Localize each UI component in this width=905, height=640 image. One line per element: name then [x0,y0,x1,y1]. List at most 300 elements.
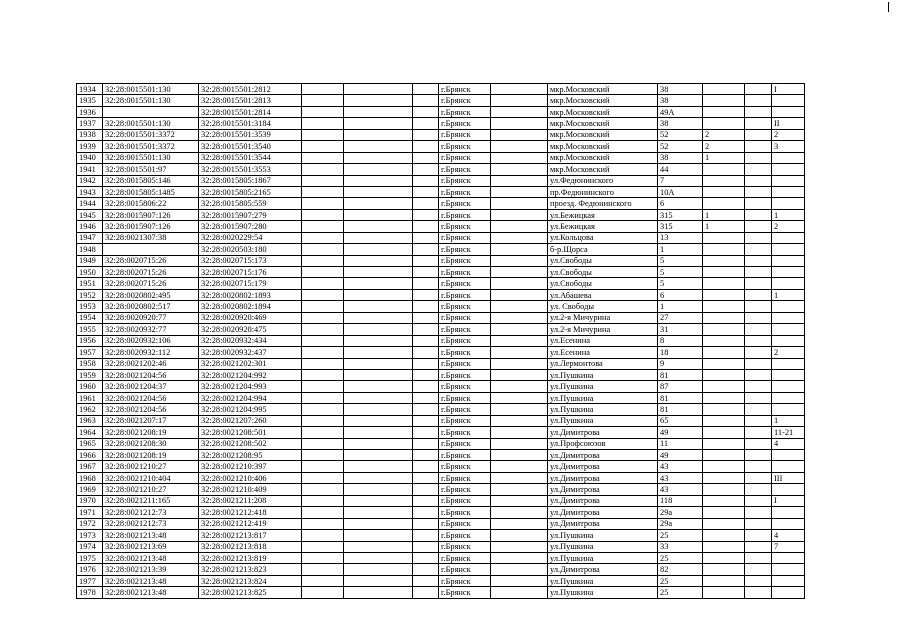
table-row [77,244,805,255]
empty-cell-cell [413,232,439,243]
empty-cell-cell [491,84,548,95]
house-number-cell: 6 [658,198,703,209]
row-number-cell: 1940 [77,152,103,163]
empty-cell-cell [302,129,344,140]
city-cell: г.Брянск [439,530,491,541]
empty-cell-cell [491,404,548,415]
empty-cell-cell [413,118,439,129]
table-row [77,369,805,380]
empty-cell-cell [302,335,344,346]
empty-cell-cell [745,267,772,278]
street-cell: б-р.Щорса [548,244,658,255]
cadastral-number-cell: 32:28:0021212:419 [199,518,302,529]
empty-cell-cell [302,575,344,586]
city-cell: г.Брянск [439,347,491,358]
empty-cell-cell [413,495,439,506]
table-row [77,84,805,95]
row-number-cell: 1970 [77,495,103,506]
city-cell: г.Брянск [439,244,491,255]
empty-cell-cell [302,301,344,312]
table-row [77,575,805,586]
table-row [77,186,805,197]
street-cell: ул.Пушкина [548,404,658,415]
row-number-cell: 1978 [77,587,103,598]
empty-cell-cell [344,507,413,518]
street-cell: ул.Димитрова [548,484,658,495]
empty-cell-cell [413,312,439,323]
house-number-cell: 31 [658,324,703,335]
parent-cadastral-number-cell: 32:28:0020932:77 [103,324,199,335]
empty-cell-cell [491,324,548,335]
empty-cell-cell [302,564,344,575]
empty-cell-cell [413,335,439,346]
table-row [77,312,805,323]
empty-cell-cell [302,209,344,220]
empty-cell-cell [344,518,413,529]
street-cell: ул.Пушкина [548,552,658,563]
empty-cell-cell [344,175,413,186]
street-cell: ул.2-я Мичурина [548,324,658,335]
house-number-cell: 81 [658,404,703,415]
empty-cell-cell [745,255,772,266]
street-cell: мкр.Московский [548,106,658,117]
parent-cadastral-number-cell: 32:28:0015805:146 [103,175,199,186]
house-number-cell: 49 [658,427,703,438]
city-cell: г.Брянск [439,472,491,483]
empty-cell-cell [413,564,439,575]
apartment-number-cell: 1 [772,209,805,220]
row-number-cell: 1952 [77,289,103,300]
table-row [77,587,805,598]
apartment-number-cell [772,507,805,518]
table-row [77,564,805,575]
empty-cell-cell [344,358,413,369]
house-number-cell: 65 [658,415,703,426]
apartment-number-cell [772,564,805,575]
table-row [77,209,805,220]
cadastral-number-cell: 32:28:0021210:406 [199,472,302,483]
building-number-cell [703,312,745,323]
table-row [77,530,805,541]
empty-cell-cell [745,232,772,243]
empty-cell-cell [344,84,413,95]
empty-cell-cell [413,518,439,529]
empty-cell-cell [413,575,439,586]
street-cell: ул.Пушкина [548,392,658,403]
parent-cadastral-number-cell: 32:28:0020802:495 [103,289,199,300]
building-number-cell: 2 [703,141,745,152]
empty-cell-cell [413,415,439,426]
empty-cell-cell [491,232,548,243]
empty-cell-cell [302,484,344,495]
apartment-number-cell: II [772,118,805,129]
empty-cell-cell [413,369,439,380]
empty-cell-cell [491,472,548,483]
empty-cell-cell [745,404,772,415]
empty-cell-cell [491,392,548,403]
apartment-number-cell [772,575,805,586]
empty-cell-cell [344,118,413,129]
parent-cadastral-number-cell: 32:28:0021204:37 [103,381,199,392]
building-number-cell [703,118,745,129]
empty-cell-cell [745,347,772,358]
table-row [77,106,805,117]
empty-cell-cell [745,141,772,152]
row-number-cell: 1944 [77,198,103,209]
empty-cell-cell [491,564,548,575]
empty-cell-cell [745,530,772,541]
empty-cell-cell [302,415,344,426]
building-number-cell [703,404,745,415]
row-number-cell: 1975 [77,552,103,563]
parent-cadastral-number-cell: 32:28:0021204:56 [103,392,199,403]
empty-cell-cell [344,347,413,358]
row-number-cell: 1961 [77,392,103,403]
row-number-cell: 1936 [77,106,103,117]
street-cell: ул.Пушкина [548,381,658,392]
empty-cell-cell [491,427,548,438]
empty-cell-cell [491,450,548,461]
cadastral-number-cell: 32:28:0015501:3539 [199,129,302,140]
street-cell: ул.Димитрова [548,450,658,461]
street-cell: мкр.Московский [548,129,658,140]
row-number-cell: 1965 [77,438,103,449]
house-number-cell: 52 [658,129,703,140]
cadastral-number-cell: 32:28:0021208:501 [199,427,302,438]
building-number-cell [703,369,745,380]
row-number-cell: 1942 [77,175,103,186]
empty-cell-cell [302,427,344,438]
city-cell: г.Брянск [439,358,491,369]
apartment-number-cell: III [772,472,805,483]
cadastral-number-cell: 32:28:0021204:995 [199,404,302,415]
street-cell: ул.Свободы [548,267,658,278]
table-row [77,404,805,415]
city-cell: г.Брянск [439,381,491,392]
table-row [77,427,805,438]
apartment-number-cell: 2 [772,347,805,358]
parent-cadastral-number-cell: 32:28:0020715:26 [103,267,199,278]
empty-cell-cell [491,118,548,129]
cadastral-number-cell: 32:28:0021204:994 [199,392,302,403]
cadastral-number-cell: 32:28:0020715:179 [199,278,302,289]
cadastral-number-cell: 32:28:0021213:823 [199,564,302,575]
apartment-number-cell [772,450,805,461]
parent-cadastral-number-cell: 32:28:0020715:26 [103,278,199,289]
empty-cell-cell [344,461,413,472]
empty-cell-cell [491,518,548,529]
apartment-number-cell [772,255,805,266]
empty-cell-cell [745,152,772,163]
empty-cell-cell [413,450,439,461]
row-number-cell: 1974 [77,541,103,552]
apartment-number-cell: 7 [772,541,805,552]
cadastral-number-cell: 32:28:0015501:2812 [199,84,302,95]
cadastral-number-cell: 32:28:0021207:260 [199,415,302,426]
street-cell: ул. Свободы [548,301,658,312]
empty-cell-cell [413,324,439,335]
apartment-number-cell [772,175,805,186]
cadastral-number-cell: 32:28:0021210:409 [199,484,302,495]
empty-cell-cell [413,106,439,117]
cadastral-number-cell: 32:28:0015907:280 [199,221,302,232]
table-row [77,118,805,129]
house-number-cell: 38 [658,118,703,129]
empty-cell-cell [413,427,439,438]
empty-cell-cell [302,221,344,232]
house-number-cell: 43 [658,461,703,472]
empty-cell-cell [302,518,344,529]
parent-cadastral-number-cell: 32:28:0021213:39 [103,564,199,575]
empty-cell-cell [302,118,344,129]
empty-cell-cell [491,507,548,518]
parent-cadastral-number-cell: 32:28:0021213:48 [103,530,199,541]
street-cell: мкр.Московский [548,84,658,95]
parent-cadastral-number-cell: 32:28:0015501:97 [103,164,199,175]
empty-cell-cell [344,495,413,506]
city-cell: г.Брянск [439,427,491,438]
building-number-cell [703,507,745,518]
registry-body [77,84,805,599]
empty-cell-cell [344,324,413,335]
building-number-cell [703,472,745,483]
house-number-cell: 43 [658,484,703,495]
empty-cell-cell [344,255,413,266]
street-cell: ул.Пушкина [548,575,658,586]
row-number-cell: 1972 [77,518,103,529]
street-cell: ул.Кольцова [548,232,658,243]
building-number-cell [703,381,745,392]
parent-cadastral-number-cell [103,106,199,117]
table-row [77,95,805,106]
empty-cell-cell [745,335,772,346]
building-number-cell [703,552,745,563]
row-number-cell: 1934 [77,84,103,95]
house-number-cell: 10А [658,186,703,197]
page-edge-mark [888,2,889,12]
empty-cell-cell [302,530,344,541]
building-number-cell [703,450,745,461]
street-cell: ул.Пушкина [548,415,658,426]
empty-cell-cell [491,312,548,323]
empty-cell-cell [344,438,413,449]
empty-cell-cell [344,415,413,426]
parent-cadastral-number-cell: 32:28:0021210:27 [103,484,199,495]
row-number-cell: 1959 [77,369,103,380]
empty-cell-cell [745,221,772,232]
empty-cell-cell [745,484,772,495]
apartment-number-cell: 3 [772,141,805,152]
empty-cell-cell [491,209,548,220]
empty-cell-cell [491,587,548,598]
table-row [77,232,805,243]
city-cell: г.Брянск [439,84,491,95]
empty-cell-cell [344,312,413,323]
empty-cell-cell [491,495,548,506]
empty-cell-cell [302,141,344,152]
apartment-number-cell [772,95,805,106]
city-cell: г.Брянск [439,289,491,300]
cadastral-number-cell: 32:28:0015805:559 [199,198,302,209]
row-number-cell: 1945 [77,209,103,220]
house-number-cell: 11 [658,438,703,449]
row-number-cell: 1946 [77,221,103,232]
house-number-cell: 7 [658,175,703,186]
apartment-number-cell: 4 [772,530,805,541]
street-cell: ул.Димитрова [548,461,658,472]
building-number-cell [703,289,745,300]
cadastral-number-cell: 32:28:0020920:475 [199,324,302,335]
empty-cell-cell [491,198,548,209]
empty-cell-cell [413,141,439,152]
empty-cell-cell [413,347,439,358]
empty-cell-cell [344,164,413,175]
empty-cell-cell [344,427,413,438]
empty-cell-cell [344,106,413,117]
empty-cell-cell [302,198,344,209]
empty-cell-cell [413,95,439,106]
table-row [77,221,805,232]
parent-cadastral-number-cell: 32:28:0021213:69 [103,541,199,552]
row-number-cell: 1960 [77,381,103,392]
cadastral-number-cell: 32:28:0021213:817 [199,530,302,541]
street-cell: проезд. Федюнинского [548,198,658,209]
empty-cell-cell [302,106,344,117]
building-number-cell [703,164,745,175]
parent-cadastral-number-cell: 32:28:0020802:517 [103,301,199,312]
empty-cell-cell [491,267,548,278]
cadastral-number-cell: 32:28:0021213:818 [199,541,302,552]
house-number-cell: 29а [658,507,703,518]
empty-cell-cell [491,461,548,472]
parent-cadastral-number-cell: 32:28:0021204:56 [103,369,199,380]
table-row [77,472,805,483]
empty-cell-cell [344,209,413,220]
parent-cadastral-number-cell: 32:28:0021213:48 [103,575,199,586]
building-number-cell [703,232,745,243]
cadastral-number-cell: 32:28:0015805:2165 [199,186,302,197]
empty-cell-cell [344,587,413,598]
empty-cell-cell [491,358,548,369]
empty-cell-cell [745,369,772,380]
parent-cadastral-number-cell: 32:28:0020932:106 [103,335,199,346]
street-cell: ул.Лермонтова [548,358,658,369]
empty-cell-cell [302,164,344,175]
empty-cell-cell [302,461,344,472]
empty-cell-cell [344,152,413,163]
building-number-cell [703,175,745,186]
building-number-cell [703,530,745,541]
parent-cadastral-number-cell: 32:28:0015501:130 [103,152,199,163]
parent-cadastral-number-cell [103,244,199,255]
apartment-number-cell [772,278,805,289]
street-cell: мкр.Московский [548,95,658,106]
apartment-number-cell [772,461,805,472]
empty-cell-cell [491,347,548,358]
house-number-cell: 52 [658,141,703,152]
empty-cell-cell [302,312,344,323]
parent-cadastral-number-cell: 32:28:0021213:48 [103,587,199,598]
empty-cell-cell [302,369,344,380]
empty-cell-cell [491,552,548,563]
street-cell: ул.Димитрова [548,427,658,438]
empty-cell-cell [745,495,772,506]
empty-cell-cell [491,575,548,586]
city-cell: г.Брянск [439,106,491,117]
city-cell: г.Брянск [439,221,491,232]
city-cell: г.Брянск [439,587,491,598]
empty-cell-cell [302,152,344,163]
empty-cell-cell [491,289,548,300]
house-number-cell: 8 [658,335,703,346]
building-number-cell [703,461,745,472]
street-cell: ул.Пушкина [548,530,658,541]
building-number-cell: 2 [703,129,745,140]
building-number-cell [703,301,745,312]
city-cell: г.Брянск [439,186,491,197]
cadastral-number-cell: 32:28:0015501:2813 [199,95,302,106]
cadastral-number-cell: 32:28:0015501:2814 [199,106,302,117]
empty-cell-cell [491,415,548,426]
empty-cell-cell [491,484,548,495]
apartment-number-cell [772,152,805,163]
empty-cell-cell [491,95,548,106]
apartment-number-cell: I [772,84,805,95]
empty-cell-cell [413,484,439,495]
apartment-number-cell: I [772,495,805,506]
apartment-number-cell [772,369,805,380]
row-number-cell: 1967 [77,461,103,472]
street-cell: пр.Федюнинского [548,186,658,197]
empty-cell-cell [413,129,439,140]
apartment-number-cell [772,518,805,529]
street-cell: ул.Димитрова [548,564,658,575]
empty-cell-cell [344,129,413,140]
house-number-cell: 25 [658,530,703,541]
house-number-cell: 38 [658,84,703,95]
empty-cell-cell [344,198,413,209]
row-number-cell: 1956 [77,335,103,346]
empty-cell-cell [745,186,772,197]
street-cell: ул.Есенина [548,347,658,358]
empty-cell-cell [302,324,344,335]
street-cell: ул.Бежицкая [548,209,658,220]
building-number-cell: 1 [703,221,745,232]
street-cell: ул.Профсоюзов [548,438,658,449]
row-number-cell: 1962 [77,404,103,415]
empty-cell-cell [745,587,772,598]
empty-cell-cell [745,244,772,255]
empty-cell-cell [413,198,439,209]
empty-cell-cell [344,484,413,495]
empty-cell-cell [491,369,548,380]
street-cell: ул.2-я Мичурина [548,312,658,323]
building-number-cell [703,358,745,369]
house-number-cell: 1 [658,301,703,312]
city-cell: г.Брянск [439,312,491,323]
empty-cell-cell [413,381,439,392]
parent-cadastral-number-cell: 32:28:0021208:19 [103,450,199,461]
empty-cell-cell [413,530,439,541]
empty-cell-cell [413,358,439,369]
house-number-cell: 25 [658,575,703,586]
house-number-cell: 6 [658,289,703,300]
empty-cell-cell [745,209,772,220]
city-cell: г.Брянск [439,152,491,163]
house-number-cell: 29а [658,518,703,529]
city-cell: г.Брянск [439,564,491,575]
row-number-cell: 1951 [77,278,103,289]
